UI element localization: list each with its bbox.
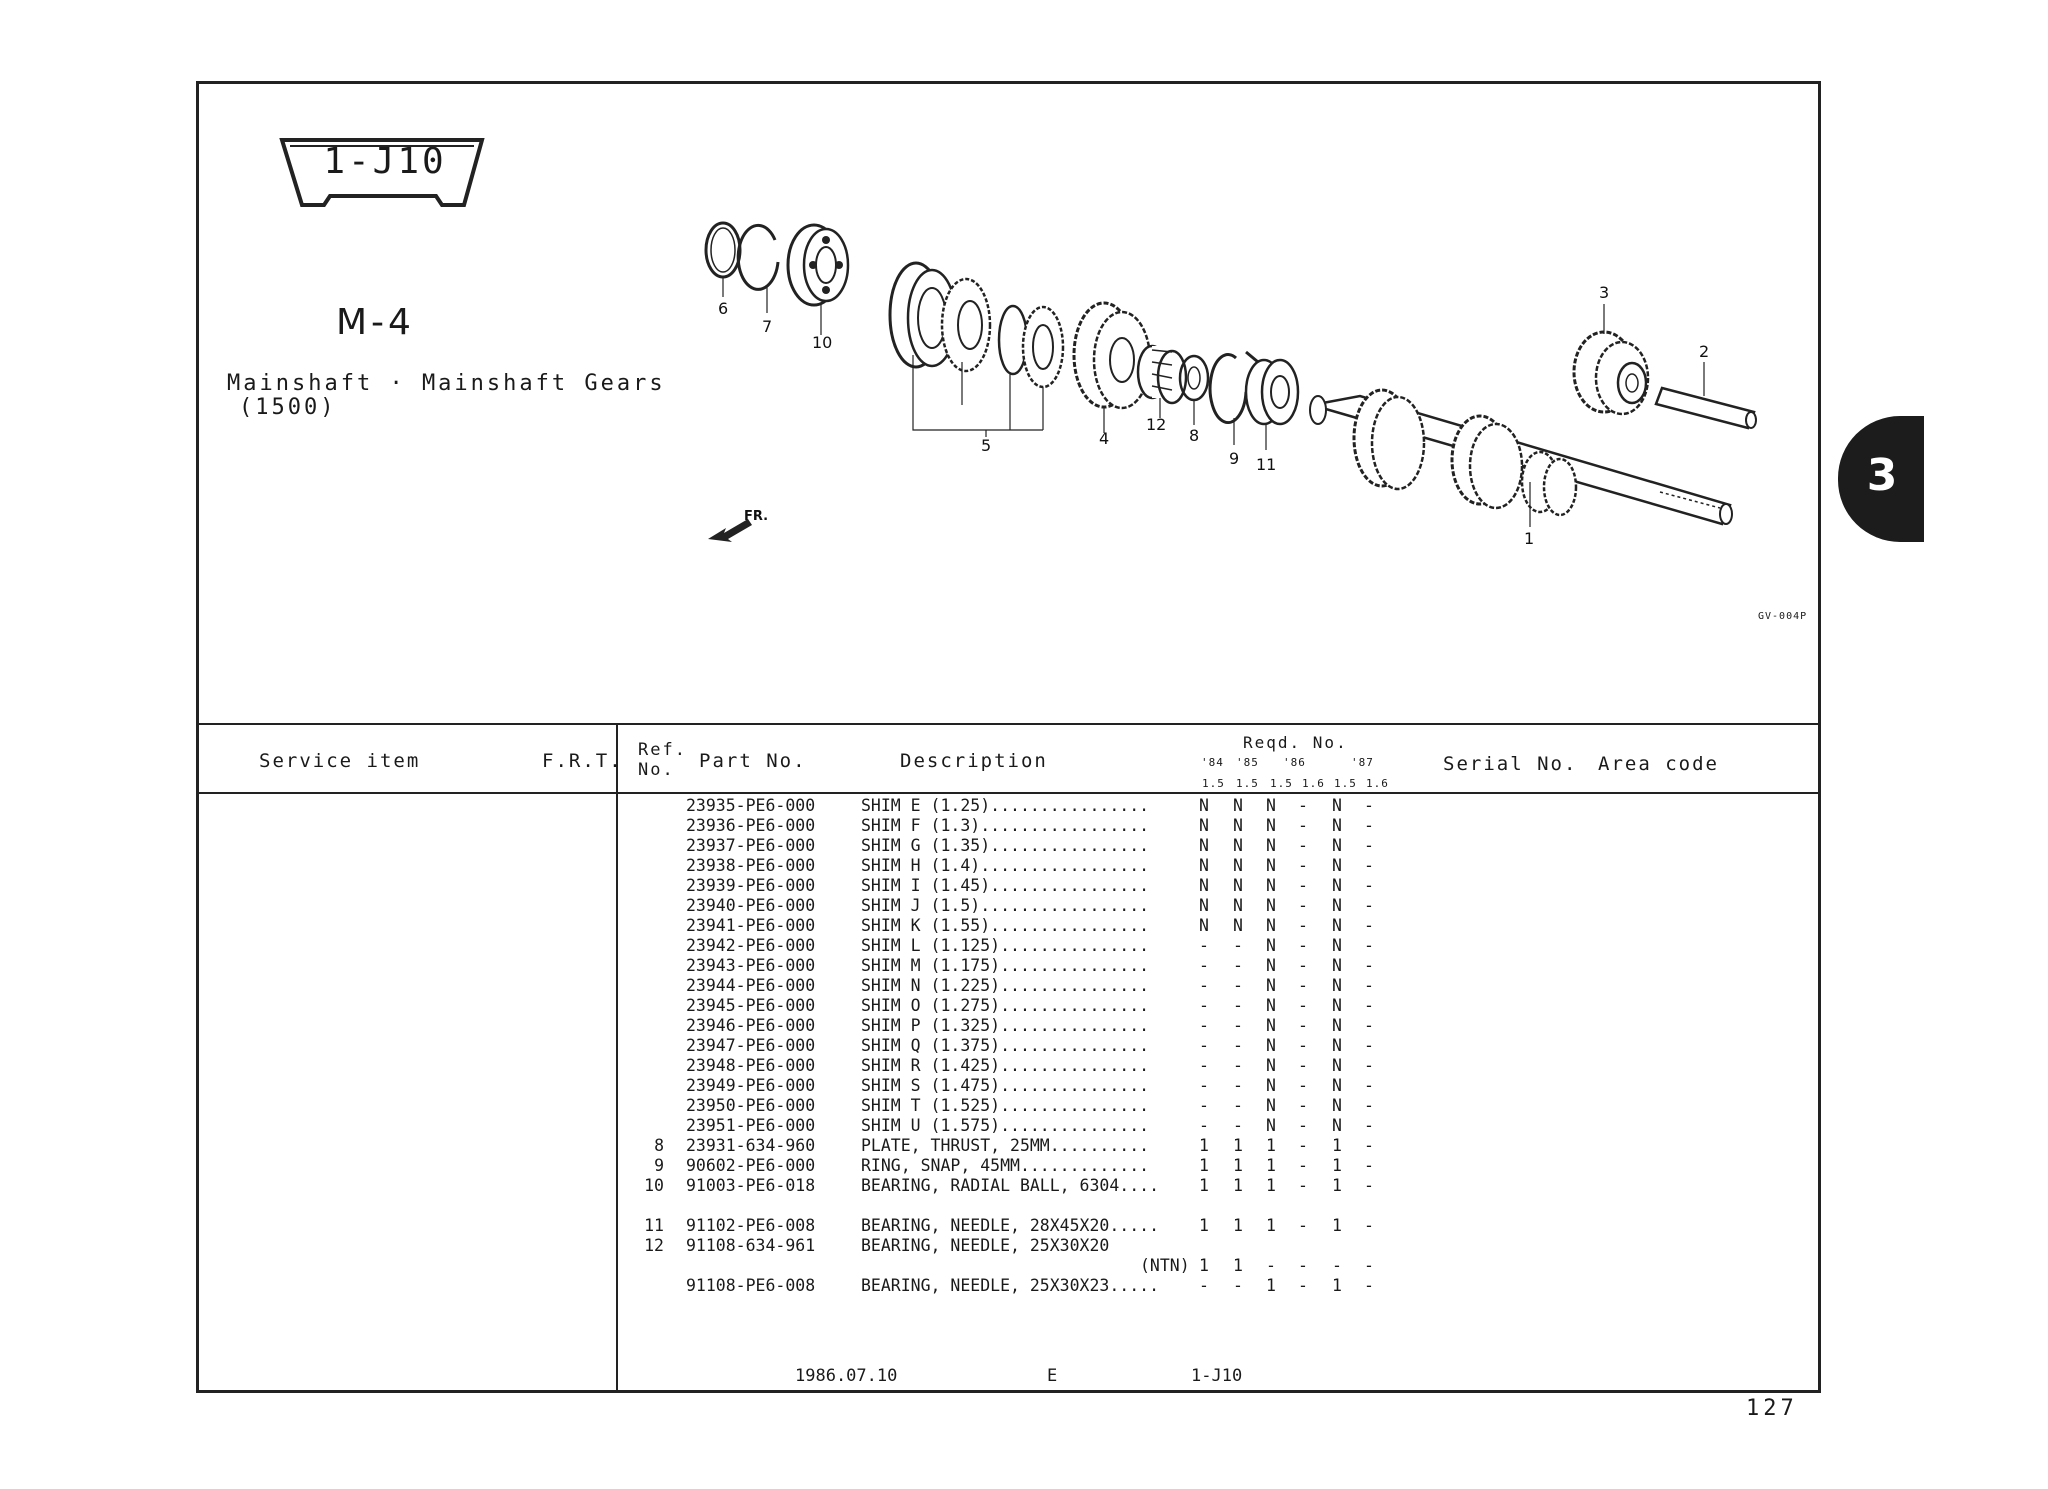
engine-1: 1.5 <box>1202 777 1225 790</box>
description-cell: SHIM R (1.425)............... <box>861 1056 1150 1075</box>
engine-3: 1.5 <box>1270 777 1293 790</box>
reqd-qty-cell: - <box>1364 1276 1374 1295</box>
reqd-qty-cell: - <box>1233 956 1243 975</box>
col-ref-no-b: No. <box>638 760 675 780</box>
reqd-qty-cell: N <box>1332 996 1342 1015</box>
part-no-cell: 23931-634-960 <box>686 1136 816 1155</box>
reqd-qty-cell: - <box>1364 856 1374 875</box>
reqd-qty-cell: - <box>1364 996 1374 1015</box>
part-12-needle-bearing <box>1138 346 1186 418</box>
diagram-title <box>227 372 666 420</box>
reqd-qty-cell: 1 <box>1266 1136 1276 1155</box>
reqd-qty-cell: N <box>1266 876 1276 895</box>
reqd-qty-cell: N <box>1332 1096 1342 1115</box>
reqd-qty-cell: - <box>1298 1176 1308 1195</box>
reqd-qty-cell: - <box>1364 1076 1374 1095</box>
reqd-qty-cell: - <box>1233 1076 1243 1095</box>
reqd-qty-cell: - <box>1298 1036 1308 1055</box>
part-no-cell: 23940-PE6-000 <box>686 896 816 915</box>
col-serial-no: Serial No. <box>1443 753 1578 775</box>
reqd-qty-cell: - <box>1298 1056 1308 1075</box>
reqd-qty-cell: N <box>1332 876 1342 895</box>
page-number: 127 <box>1746 1396 1798 1421</box>
reqd-qty-cell: - <box>1298 1116 1308 1135</box>
part-5-synchro-assembly <box>890 263 1063 437</box>
reqd-qty-cell: 1 <box>1266 1216 1276 1235</box>
reqd-qty-cell: N <box>1266 1096 1276 1115</box>
reqd-qty-cell: N <box>1266 816 1276 835</box>
reqd-qty-cell: 1 <box>1233 1156 1243 1175</box>
description-cell: SHIM K (1.55)................ <box>861 916 1150 935</box>
part-3-gear <box>1574 304 1648 414</box>
reqd-qty-cell: N <box>1332 956 1342 975</box>
part-no-cell: 23947-PE6-000 <box>686 1036 816 1055</box>
part-no-cell: 91102-PE6-008 <box>686 1216 816 1235</box>
reqd-qty-cell: N <box>1233 876 1243 895</box>
reqd-qty-cell: - <box>1233 1096 1243 1115</box>
reqd-qty-cell: - <box>1199 1096 1209 1115</box>
description-cell: BEARING, NEEDLE, 25X30X23..... <box>861 1276 1160 1295</box>
reqd-qty-cell: - <box>1364 796 1374 815</box>
description-cell: SHIM J (1.5)................. <box>861 896 1150 915</box>
col-description: Description <box>900 750 1048 772</box>
part-no-cell: 91108-PE6-008 <box>686 1276 816 1295</box>
col-part-no: Part No. <box>699 750 807 772</box>
year-87: '87 <box>1351 756 1374 769</box>
reqd-qty-cell: N <box>1233 836 1243 855</box>
reqd-qty-cell: - <box>1364 936 1374 955</box>
year-85: '85 <box>1236 756 1259 769</box>
reqd-qty-cell: - <box>1364 956 1374 975</box>
reqd-qty-cell: - <box>1364 876 1374 895</box>
reqd-qty-cell: N <box>1332 836 1342 855</box>
reqd-qty-cell: - <box>1298 1276 1308 1295</box>
col-frt: F.R.T. <box>542 750 623 772</box>
reqd-qty-cell: - <box>1364 976 1374 995</box>
reqd-qty-cell: - <box>1298 1096 1308 1115</box>
callout-9: 9 <box>1229 449 1240 468</box>
col-reqd-no: Reqd. No. <box>1243 733 1348 752</box>
reqd-qty-cell: - <box>1364 896 1374 915</box>
reqd-qty-cell: - <box>1199 1116 1209 1135</box>
reqd-qty-cell: - <box>1266 1256 1276 1275</box>
reqd-qty-cell: N <box>1332 916 1342 935</box>
reqd-qty-cell: - <box>1298 1156 1308 1175</box>
description-cell: SHIM G (1.35)................ <box>861 836 1150 855</box>
reqd-qty-cell: N <box>1332 1076 1342 1095</box>
reqd-qty-cell: N <box>1199 896 1209 915</box>
reqd-qty-cell: N <box>1199 836 1209 855</box>
reqd-qty-cell: - <box>1233 1016 1243 1035</box>
ref-no-cell: 9 <box>654 1156 664 1175</box>
reqd-qty-cell: - <box>1364 1036 1374 1055</box>
reqd-qty-cell: - <box>1364 1096 1374 1115</box>
ref-no-cell: 10 <box>644 1176 664 1195</box>
reqd-qty-cell: - <box>1233 996 1243 1015</box>
figure-code: GV-004P <box>1758 611 1808 622</box>
reqd-qty-cell: 1 <box>1332 1276 1342 1295</box>
reqd-qty-cell: 1 <box>1266 1156 1276 1175</box>
reqd-qty-cell: - <box>1298 1216 1308 1235</box>
reqd-qty-cell: N <box>1266 856 1276 875</box>
reqd-qty-cell: N <box>1266 836 1276 855</box>
description-cell: BEARING, NEEDLE, 28X45X20..... <box>861 1216 1160 1235</box>
description-cell: RING, SNAP, 45MM............. <box>861 1156 1150 1175</box>
description-cell: SHIM Q (1.375)............... <box>861 1036 1150 1055</box>
model-code: M-4 <box>336 302 415 343</box>
part-no-cell: 90602-PE6-000 <box>686 1156 816 1175</box>
engine-4: 1.6 <box>1302 777 1325 790</box>
footer-edition: E <box>1047 1366 1058 1386</box>
engine-6: 1.6 <box>1366 777 1389 790</box>
diagram-code-badge: 1-J10 <box>323 141 447 182</box>
reqd-qty-cell: 1 <box>1266 1176 1276 1195</box>
reqd-qty-cell: N <box>1332 1056 1342 1075</box>
reqd-qty-cell: N <box>1266 916 1276 935</box>
reqd-qty-cell: N <box>1199 816 1209 835</box>
reqd-qty-cell: N <box>1233 916 1243 935</box>
description-cell: SHIM S (1.475)............... <box>861 1076 1150 1095</box>
reqd-qty-cell: - <box>1233 1036 1243 1055</box>
callout-1: 1 <box>1524 529 1535 548</box>
reqd-qty-cell: - <box>1298 976 1308 995</box>
reqd-qty-cell: N <box>1266 796 1276 815</box>
section-tab-label: 3 <box>1866 450 1898 501</box>
part-no-cell: 23942-PE6-000 <box>686 936 816 955</box>
reqd-qty-cell: - <box>1364 836 1374 855</box>
reqd-qty-cell: N <box>1266 1116 1276 1135</box>
reqd-qty-cell: N <box>1332 1036 1342 1055</box>
ref-no-cell: 8 <box>654 1136 664 1155</box>
description-cell: PLATE, THRUST, 25MM.......... <box>861 1136 1150 1155</box>
callout-5: 5 <box>981 436 992 455</box>
reqd-qty-cell: - <box>1233 976 1243 995</box>
reqd-qty-cell: N <box>1332 856 1342 875</box>
reqd-qty-cell: N <box>1233 796 1243 815</box>
callout-11: 11 <box>1256 455 1277 474</box>
part-no-cell: 91003-PE6-018 <box>686 1176 816 1195</box>
footer-date: 1986.07.10 <box>795 1366 898 1386</box>
part-no-cell: 23937-PE6-000 <box>686 836 816 855</box>
reqd-qty-cell: - <box>1364 1176 1374 1195</box>
part-no-cell: 23939-PE6-000 <box>686 876 816 895</box>
reqd-qty-cell: - <box>1298 896 1308 915</box>
reqd-qty-cell: - <box>1298 876 1308 895</box>
front-label: FR. <box>744 509 769 524</box>
part-2-pin <box>1656 362 1756 428</box>
reqd-qty-cell: - <box>1199 1276 1209 1295</box>
reqd-qty-cell: N <box>1266 1076 1276 1095</box>
reqd-qty-cell: - <box>1199 976 1209 995</box>
ref-no-cell: 12 <box>644 1236 664 1255</box>
part-no-cell: 23935-PE6-000 <box>686 796 816 815</box>
description-cell: SHIM P (1.325)............... <box>861 1016 1150 1035</box>
reqd-qty-cell: - <box>1364 1016 1374 1035</box>
callout-6: 6 <box>718 299 729 318</box>
part-10-radial-bearing <box>788 225 848 335</box>
engine-2: 1.5 <box>1236 777 1259 790</box>
reqd-qty-cell: - <box>1298 1016 1308 1035</box>
diagram-title-line-1: Mainshaft · Mainshaft Gears <box>227 371 666 396</box>
reqd-qty-cell: - <box>1364 816 1374 835</box>
reqd-qty-cell: - <box>1298 1136 1308 1155</box>
reqd-qty-cell: N <box>1332 976 1342 995</box>
callout-3: 3 <box>1599 283 1610 302</box>
part-no-cell: 23944-PE6-000 <box>686 976 816 995</box>
year-84: '84 <box>1201 756 1224 769</box>
reqd-qty-cell: - <box>1298 936 1308 955</box>
reqd-qty-cell: N <box>1266 936 1276 955</box>
reqd-qty-cell: 1 <box>1266 1276 1276 1295</box>
reqd-qty-cell: N <box>1199 856 1209 875</box>
part-6-ring <box>706 223 740 297</box>
description-cell: SHIM F (1.3)................. <box>861 816 1150 835</box>
reqd-qty-cell: - <box>1332 1256 1342 1275</box>
part-no-cell: 23945-PE6-000 <box>686 996 816 1015</box>
reqd-qty-cell: N <box>1199 876 1209 895</box>
reqd-qty-cell: - <box>1199 1056 1209 1075</box>
reqd-qty-cell: - <box>1233 1056 1243 1075</box>
reqd-qty-cell: N <box>1233 896 1243 915</box>
col-area-code: Area code <box>1598 753 1719 775</box>
reqd-qty-cell: - <box>1199 1016 1209 1035</box>
reqd-qty-cell: - <box>1364 916 1374 935</box>
reqd-qty-cell: N <box>1233 816 1243 835</box>
callout-10: 10 <box>812 333 833 352</box>
reqd-qty-cell: 1 <box>1233 1176 1243 1195</box>
reqd-qty-cell: - <box>1233 1276 1243 1295</box>
part-no-cell: 23948-PE6-000 <box>686 1056 816 1075</box>
reqd-qty-cell: - <box>1364 1056 1374 1075</box>
part-no-cell: 23936-PE6-000 <box>686 816 816 835</box>
reqd-qty-cell: N <box>1332 1016 1342 1035</box>
callout-12: 12 <box>1146 415 1167 434</box>
description-cell: SHIM U (1.575)............... <box>861 1116 1150 1135</box>
part-no-cell: 23950-PE6-000 <box>686 1096 816 1115</box>
reqd-qty-cell: 1 <box>1199 1156 1209 1175</box>
reqd-qty-cell: - <box>1298 796 1308 815</box>
description-cell: SHIM L (1.125)............... <box>861 936 1150 955</box>
description-cell: SHIM E (1.25)................ <box>861 796 1150 815</box>
reqd-qty-cell: 1 <box>1332 1156 1342 1175</box>
reqd-qty-cell: - <box>1199 956 1209 975</box>
reqd-qty-cell: - <box>1298 856 1308 875</box>
reqd-qty-cell: N <box>1266 956 1276 975</box>
reqd-qty-cell: - <box>1364 1136 1374 1155</box>
description-cell: SHIM I (1.45)................ <box>861 876 1150 895</box>
reqd-qty-cell: - <box>1298 956 1308 975</box>
reqd-qty-cell: - <box>1298 1076 1308 1095</box>
reqd-qty-cell: 1 <box>1332 1176 1342 1195</box>
reqd-qty-cell: - <box>1233 936 1243 955</box>
reqd-qty-cell: N <box>1332 896 1342 915</box>
reqd-qty-cell: 1 <box>1233 1216 1243 1235</box>
description-cell: BEARING, NEEDLE, 25X30X20 <box>861 1236 1110 1255</box>
part-7-snap-ring <box>738 225 778 313</box>
reqd-qty-cell: N <box>1199 916 1209 935</box>
reqd-qty-cell: 1 <box>1233 1136 1243 1155</box>
reqd-qty-cell: N <box>1332 936 1342 955</box>
callout-7: 7 <box>762 317 773 336</box>
reqd-qty-cell: N <box>1332 816 1342 835</box>
description-cell: (NTN) <box>1140 1256 1190 1275</box>
description-cell: SHIM T (1.525)............... <box>861 1096 1150 1115</box>
reqd-qty-cell: 1 <box>1199 1136 1209 1155</box>
reqd-qty-cell: N <box>1266 1036 1276 1055</box>
reqd-qty-cell: 1 <box>1332 1216 1342 1235</box>
reqd-qty-cell: N <box>1266 1056 1276 1075</box>
reqd-qty-cell: N <box>1199 796 1209 815</box>
callout-8: 8 <box>1189 426 1200 445</box>
reqd-qty-cell: 1 <box>1199 1256 1209 1275</box>
reqd-qty-cell: - <box>1298 996 1308 1015</box>
part-11-needle-bearing <box>1246 360 1298 450</box>
part-1-mainshaft <box>1310 390 1732 527</box>
reqd-qty-cell: N <box>1332 796 1342 815</box>
reqd-qty-cell: 1 <box>1233 1256 1243 1275</box>
part-no-cell: 23946-PE6-000 <box>686 1016 816 1035</box>
reqd-qty-cell: - <box>1199 996 1209 1015</box>
part-no-cell: 23951-PE6-000 <box>686 1116 816 1135</box>
reqd-qty-cell: - <box>1298 1256 1308 1275</box>
col-ref-no-a: Ref. <box>638 740 687 760</box>
reqd-qty-cell: N <box>1266 1016 1276 1035</box>
part-no-cell: 23943-PE6-000 <box>686 956 816 975</box>
col-service-item: Service item <box>259 750 421 772</box>
reqd-qty-cell: - <box>1199 936 1209 955</box>
reqd-qty-cell: - <box>1298 916 1308 935</box>
reqd-qty-cell: N <box>1266 896 1276 915</box>
reqd-qty-cell: 1 <box>1199 1216 1209 1235</box>
description-cell: SHIM O (1.275)............... <box>861 996 1150 1015</box>
reqd-qty-cell: N <box>1233 856 1243 875</box>
part-no-cell: 23949-PE6-000 <box>686 1076 816 1095</box>
reqd-qty-cell: 1 <box>1199 1176 1209 1195</box>
reqd-qty-cell: 1 <box>1332 1136 1342 1155</box>
engine-5: 1.5 <box>1334 777 1357 790</box>
reqd-qty-cell: N <box>1266 996 1276 1015</box>
callout-4: 4 <box>1099 429 1110 448</box>
reqd-qty-cell: - <box>1364 1256 1374 1275</box>
footer-code: 1-J10 <box>1191 1366 1243 1386</box>
description-cell: BEARING, RADIAL BALL, 6304.... <box>861 1176 1160 1195</box>
reqd-qty-cell: - <box>1364 1156 1374 1175</box>
reqd-qty-cell: - <box>1199 1036 1209 1055</box>
reqd-qty-cell: - <box>1199 1076 1209 1095</box>
part-no-cell: 91108-634-961 <box>686 1236 816 1255</box>
reqd-qty-cell: - <box>1298 816 1308 835</box>
part-no-cell: 23938-PE6-000 <box>686 856 816 875</box>
callout-2: 2 <box>1699 342 1710 361</box>
reqd-qty-cell: - <box>1364 1116 1374 1135</box>
diagram-title-line-2: (1500) <box>239 395 337 420</box>
reqd-qty-cell: N <box>1266 976 1276 995</box>
description-cell: SHIM H (1.4)................. <box>861 856 1150 875</box>
part-no-cell: 23941-PE6-000 <box>686 916 816 935</box>
reqd-qty-cell: N <box>1332 1116 1342 1135</box>
reqd-qty-cell: - <box>1233 1116 1243 1135</box>
ref-no-cell: 11 <box>644 1216 664 1235</box>
description-cell: SHIM M (1.175)............... <box>861 956 1150 975</box>
year-86: '86 <box>1283 756 1306 769</box>
description-cell: SHIM N (1.225)............... <box>861 976 1150 995</box>
reqd-qty-cell: - <box>1364 1216 1374 1235</box>
reqd-qty-cell: - <box>1298 836 1308 855</box>
